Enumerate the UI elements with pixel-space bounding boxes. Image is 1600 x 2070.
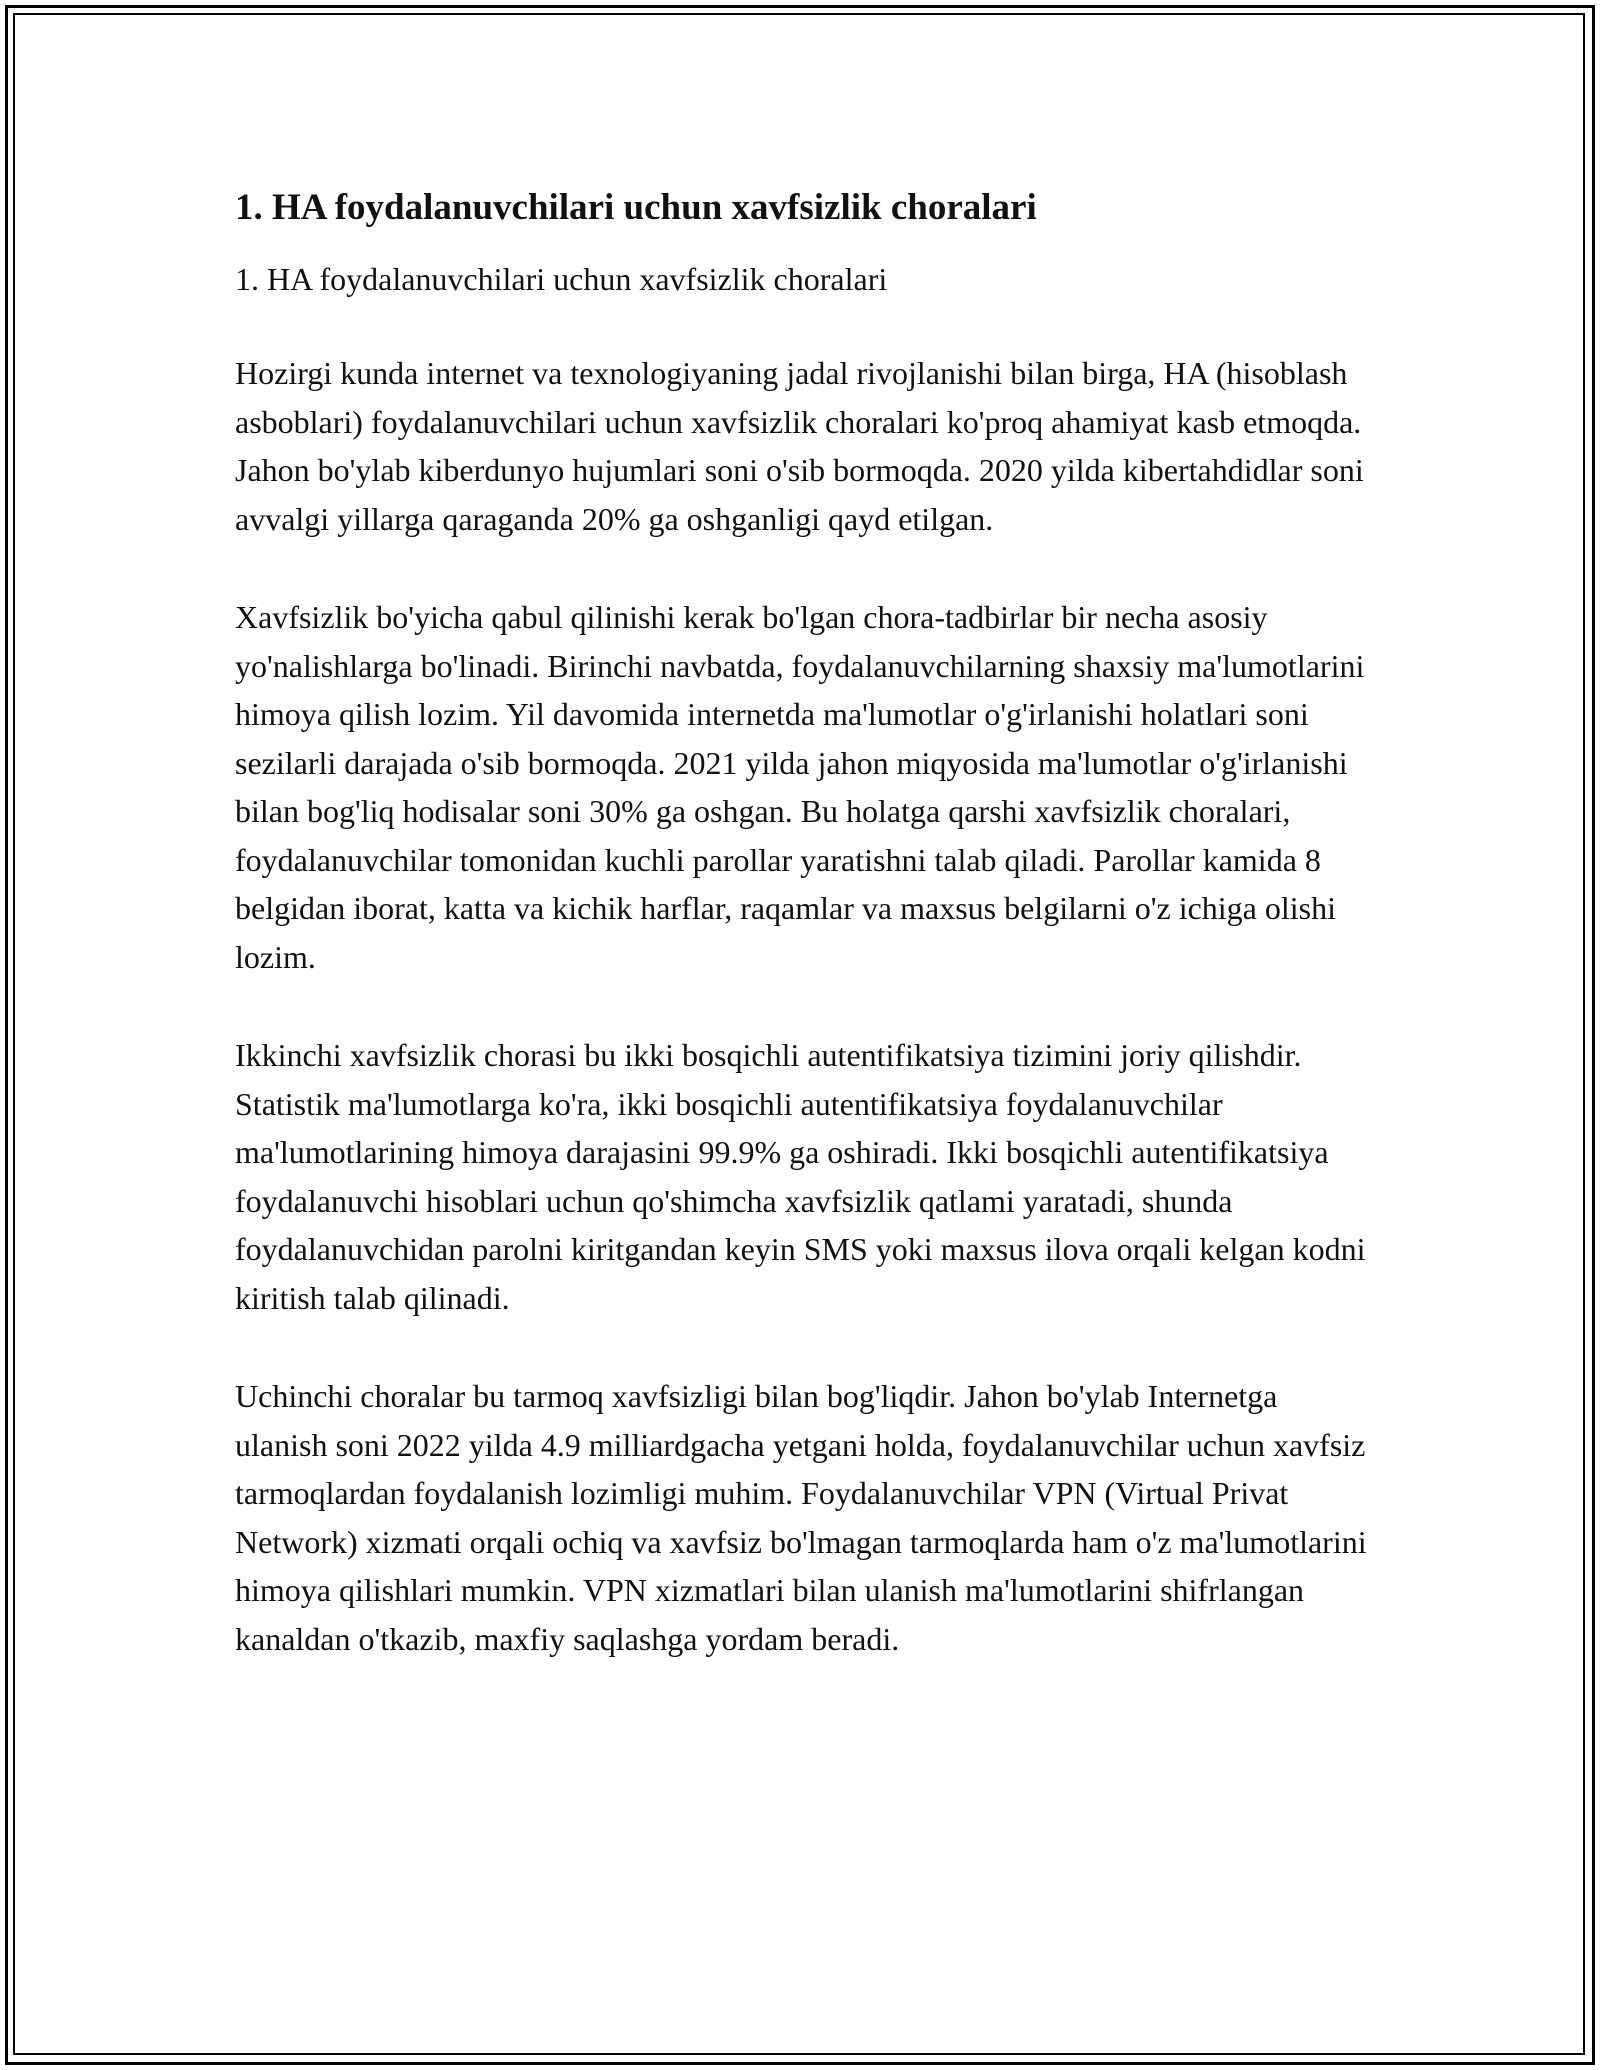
document-subheading: 1. HA foydalanuvchilari uchun xavfsizlik choralari xyxy=(235,261,888,297)
paragraph-2: Xavfsizlik bo'yicha qabul qilinishi kerak bo'lgan chora-tadbirlar bir necha asosiy yo'nalishlarga bo'linadi. Birinchi navbatda, foydalanuvchilarning shaxsiy ma'lumotlarini himoya qilish lozim. Yil davomida internetda ma'lumotlar o'g'irlanishi holatlari soni sezilarli darajada o'sib bormoqda. 2021 yilda jahon miqyosida ma'lumotlar o'g'irlanishi bilan bog'liq hodisalar soni 30% ga oshgan. Bu holatga qarshi xavfsizlik choralari, foydalanuvchilar tomonidan kuchli parollar yaratishni talab qiladi. Parollar kamida 8 belgidan iborat, katta va kichik harflar, raqamlar va maxsus belgilarni o'z ichiga olishi lozim. xyxy=(235,599,1365,975)
document-body xyxy=(235,185,1375,1663)
paragraph-4: Uchinchi choralar bu tarmoq xavfsizligi bilan bog'liqdir. Jahon bo'ylab Internetga ulanish soni 2022 yilda 4.9 milliardgacha yetgani holda, foydalanuvchilar uchun xavfsiz tarmoqlardan foydalanish lozimligi muhim. Foydalanuvchilar VPN (Virtual Privat Network) xizmati orqali ochiq va xavfsiz bo'lmagan tarmoqlarda ham o'z ma'lumotlarini himoya qilishlari mumkin. VPN xizmatlari bilan ulanish ma'lumotlarini shifrlangan kanaldan o'tkazib, maxfiy saqlashga yordam beradi. xyxy=(235,1378,1367,1657)
paragraph-3: Ikkinchi xavfsizlik chorasi bu ikki bosqichli autentifikatsiya tizimini joriy qilishdir. Statistik ma'lumotlarga ko'ra, ikki bosqichli autentifikatsiya foydalanuvchilar ma'lumotlarining himoya darajasini 99.9% ga oshiradi. Ikki bosqichli autentifikatsiya foydalanuvchi hisoblari uchun qo'shimcha xavfsizlik qatlami yaratadi, shunda foydalanuvchidan parolni kiritgandan keyin SMS yoki maxsus ilova orqali kelgan kodni kiritish talab qilinadi. xyxy=(235,1037,1366,1316)
paragraph-1: Hozirgi kunda internet va texnologiyaning jadal rivojlanishi bilan birga, HA (hisoblash asboblari) foydalanuvchilari uchun xavfsizlik choralari ko'proq ahamiyat kasb etmoqda. Jahon bo'ylab kiberdunyo hujumlari soni o'sib bormoqda. 2020 yilda kibertahdidlar soni avvalgi yillarga qaraganda 20% ga oshganligi qayd etilgan. xyxy=(235,355,1364,537)
document-heading: 1. HA foydalanuvchilari uchun xavfsizlik choralari xyxy=(235,187,1037,228)
